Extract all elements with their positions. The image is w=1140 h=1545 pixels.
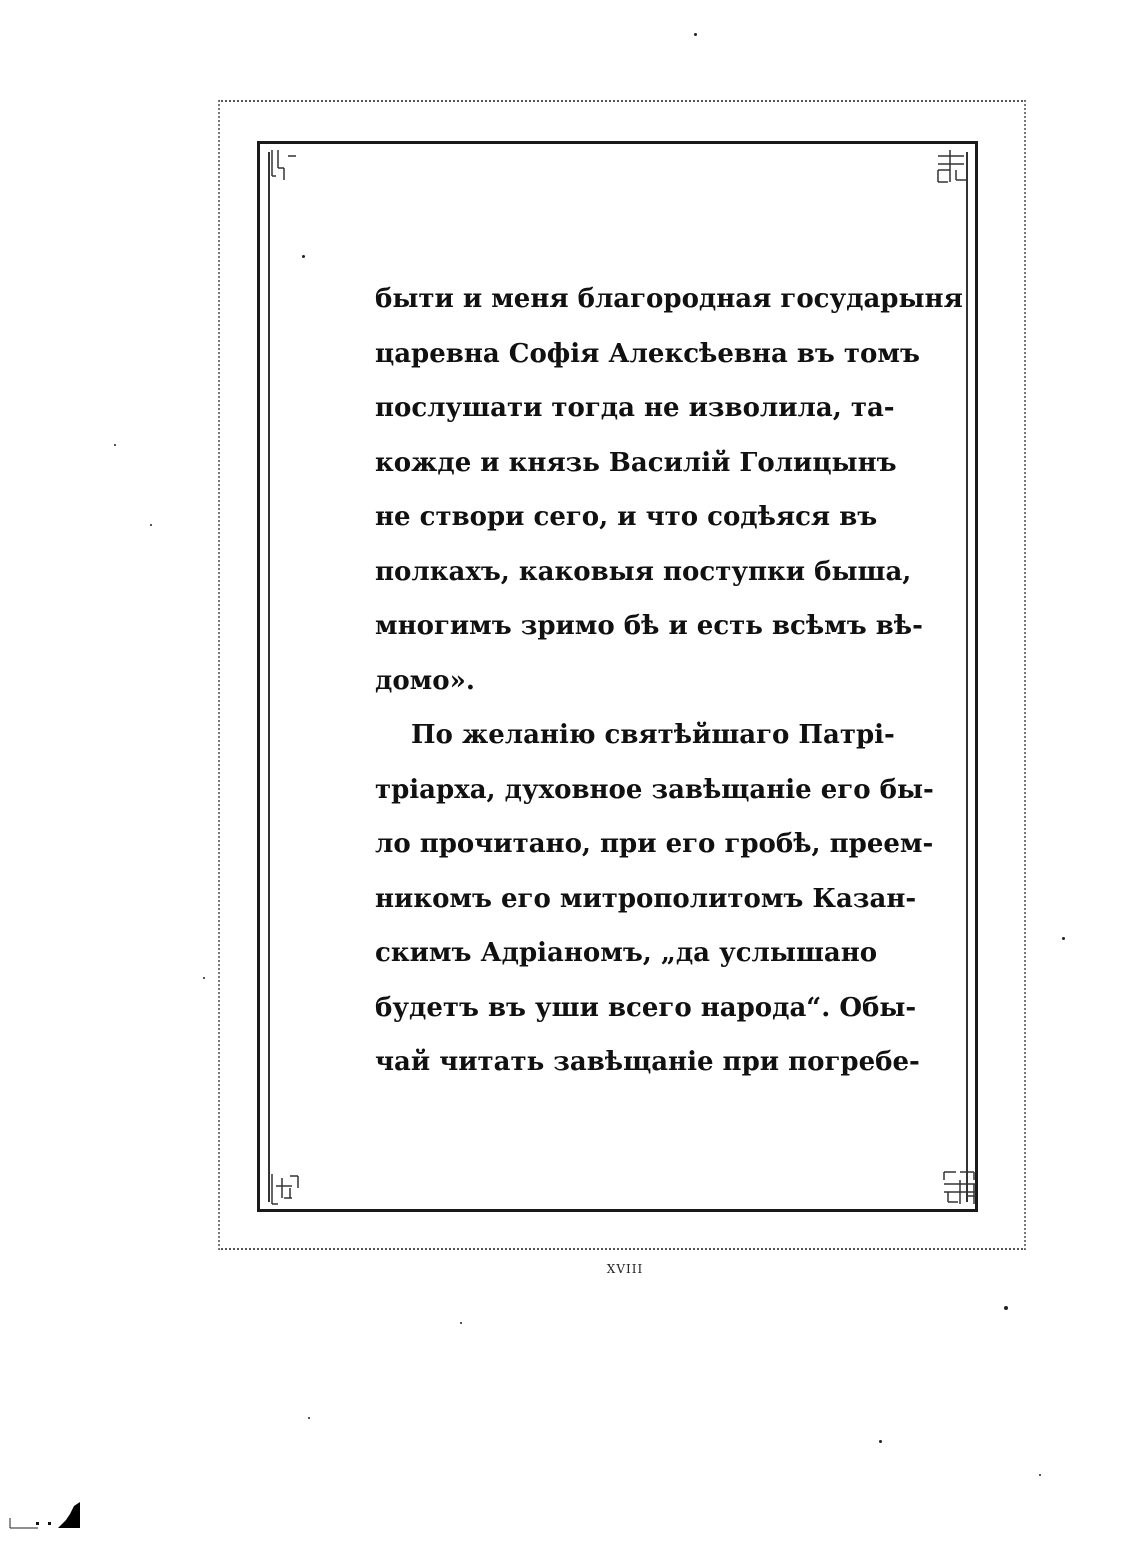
scan-speck [1004,1306,1008,1310]
scan-artifact [8,1500,82,1530]
text-line: чай читать завѣщаніе при погребе- [375,1047,920,1077]
text-line: скимъ Адріаномъ, „да услышано [375,938,878,968]
scan-speck [308,1417,310,1419]
text-line: будетъ въ уши всего народа“. Обы- [375,992,917,1023]
text-line: По желанію святѣйшаго Патрі- [411,720,895,750]
text-line: кожде и князь Василій Голицынъ [375,447,897,478]
fret-corner-ornament-icon [940,1168,980,1208]
scan-speck [150,524,152,526]
text-line: полкахъ, каковыя поступки быша, [375,556,912,587]
scan-speck [302,255,305,258]
text-line: никомъ его митрополитомъ Казан- [375,883,917,914]
text-line: тріарха, духовное завѣщаніе его бы- [375,774,934,805]
fret-corner-ornament-icon [266,1168,306,1208]
fret-corner-ornament-icon [930,146,970,186]
scan-speck [203,977,205,979]
text-line: послушати тогда не изволила, та- [375,393,895,423]
scan-speck [694,33,697,36]
text-line: царевна Софія Алексѣевна въ томъ [375,338,920,369]
body-text [375,272,963,1090]
text-line: домо». [375,665,475,696]
fret-corner-ornament-icon [266,146,306,186]
text-line: ло прочитано, при его гробѣ, преем- [375,829,934,859]
scan-speck [114,444,116,446]
text-line: многимъ зримо бѣ и есть всѣмъ вѣ- [375,611,923,641]
scan-speck [879,1440,882,1443]
scan-speck [1039,1474,1041,1476]
text-line: не створи сего, и что содѣяся въ [375,502,878,532]
scan-speck [1062,937,1065,940]
text-line: быти и меня благородная государыня [375,284,963,314]
scan-speck [460,1322,462,1324]
page-number: XVIII [606,1262,644,1276]
